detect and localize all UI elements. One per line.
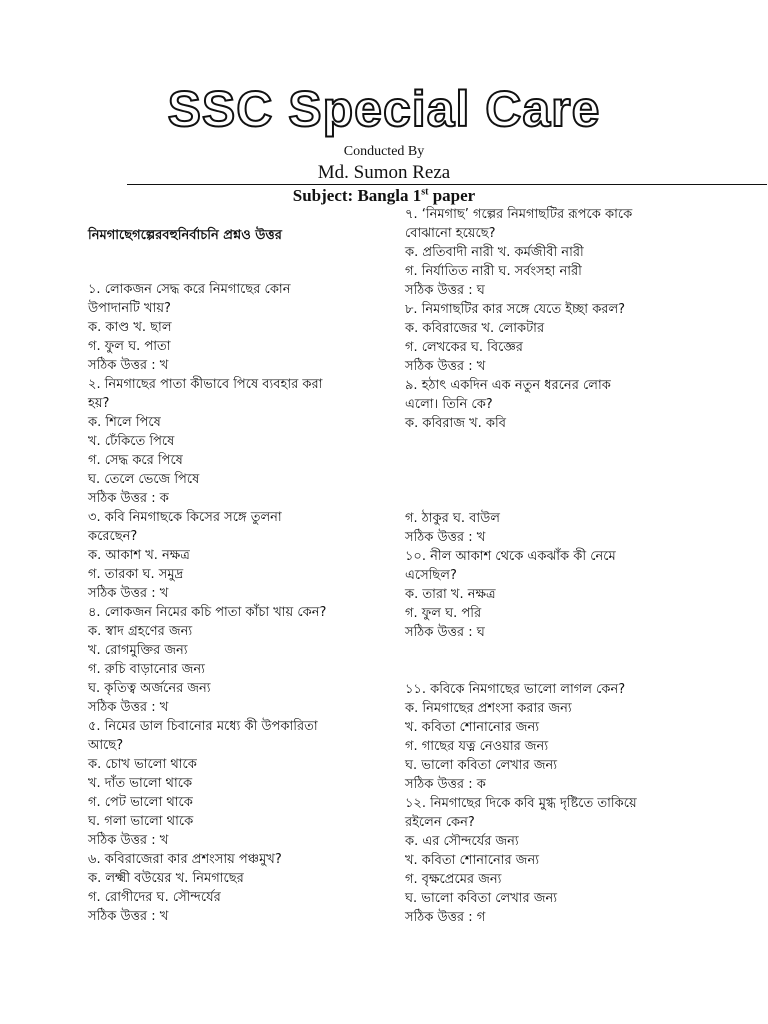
document-title: SSC Special Care bbox=[167, 81, 601, 137]
text-line: সঠিক উত্তর : খ bbox=[88, 358, 169, 373]
text-line: ১২. নিমগাছের দিকে কবি মুগ্ধ দৃষ্টিতে তাকিয়ে bbox=[405, 796, 637, 811]
text-line: খ. দাঁত ভালো থাকে bbox=[88, 776, 193, 791]
text-line: আছে? bbox=[88, 738, 124, 753]
text-line: সঠিক উত্তর : খ bbox=[88, 700, 169, 715]
text-line: ৬. কবিরাজেরা কার প্রশংসায় পঞ্চমুখ? bbox=[88, 852, 282, 867]
section-heading: নিমগাছেগল্পেরবহুনির্বাচনি প্রশ্নও উত্তর bbox=[88, 228, 282, 243]
right-column bbox=[405, 205, 705, 927]
text-line: গ. তারকা ঘ. সমুদ্র bbox=[88, 567, 184, 582]
text-line: ১১. কবিকে নিমগাছের ভালো লাগল কেন? bbox=[405, 682, 626, 697]
text-line: রইলেন কেন? bbox=[405, 815, 475, 830]
text-line: গ. সেদ্ধ করে পিষে bbox=[88, 453, 183, 468]
text-line: ক. শিলে পিষে bbox=[88, 415, 161, 430]
text-line: সঠিক উত্তর : ঘ bbox=[405, 283, 485, 298]
text-line: খ. কবিতা শোনানোর জন্য bbox=[405, 853, 539, 868]
text-line: ঘ. ভালো কবিতা লেখার জন্য bbox=[405, 758, 557, 773]
text-line: হয়? bbox=[88, 396, 110, 411]
text-line: ঘ. ভালো কবিতা লেখার জন্য bbox=[405, 891, 557, 906]
left-column bbox=[88, 280, 378, 926]
text-line: খ. রোগমুক্তির জন্য bbox=[88, 643, 188, 658]
text-line: গ. লেখকের ঘ. বিজ্ঞের bbox=[405, 340, 523, 355]
right-column-block-a bbox=[405, 205, 705, 433]
text-line: ৮. নিমগাছটির কার সঙ্গে যেতে ইচ্ছা করল? bbox=[405, 302, 626, 317]
text-line: সঠিক উত্তর : খ bbox=[405, 359, 486, 374]
text-line: ক. কবিরাজ খ. কবি bbox=[405, 416, 506, 431]
text-line: করেছেন? bbox=[88, 529, 138, 544]
text-line: খ. কবিতা শোনানোর জন্য bbox=[405, 720, 539, 735]
text-line: ১০. নীল আকাশ থেকে একঝাঁক কী নেমে bbox=[405, 549, 616, 564]
text-line: গ. পেট ভালো থাকে bbox=[88, 795, 193, 810]
subject-superscript: st bbox=[421, 186, 429, 198]
text-line: সঠিক উত্তর : খ bbox=[88, 909, 169, 924]
text-line: ২. নিমগাছের পাতা কীভাবে পিষে ব্যবহার করা bbox=[88, 377, 323, 392]
text-line: গ. ঠাকুর ঘ. বাউল bbox=[405, 511, 500, 526]
text-line: ১. লোকজন সেদ্ধ করে নিমগাছের কোন bbox=[88, 282, 291, 297]
text-line: সঠিক উত্তর : গ bbox=[405, 910, 486, 925]
author-name: Md. Sumon Reza bbox=[317, 162, 451, 183]
text-line: ঘ. তেলে ভেজে পিষে bbox=[88, 472, 200, 487]
text-line: ক. এর সৌন্দর্যের জন্য bbox=[405, 834, 519, 849]
text-line: গ. নির্যাতিত নারী ঘ. সর্বংসহা নারী bbox=[405, 264, 582, 279]
right-column-block-c bbox=[405, 680, 705, 927]
text-line: ক. প্রতিবাদী নারী খ. কর্মজীবী নারী bbox=[405, 245, 584, 260]
text-line: ঘ. গলা ভালো থাকে bbox=[88, 814, 194, 829]
text-line: ক. চোখ ভালো থাকে bbox=[88, 757, 197, 772]
right-column-gap bbox=[405, 433, 705, 509]
text-line: ক. লক্ষ্মী বউয়ের খ. নিমগাছের bbox=[88, 871, 244, 886]
text-line: ৪. লোকজন নিমের কচি পাতা কাঁচা খায় কেন? bbox=[88, 605, 327, 620]
text-line: সঠিক উত্তর : ক bbox=[405, 777, 486, 792]
text-line: এসেছিল? bbox=[405, 568, 457, 583]
text-line: সঠিক উত্তর : খ bbox=[88, 833, 169, 848]
text-line: গ. গাছের যত্ন নেওয়ার জন্য bbox=[405, 739, 549, 754]
text-line: গ. ফুল ঘ. পাতা bbox=[88, 339, 171, 354]
right-column-block-b bbox=[405, 509, 705, 642]
text-line: উপাদানটি খায়? bbox=[88, 301, 171, 316]
subject-line bbox=[0, 186, 768, 206]
text-line: গ. ফুল ঘ. পরি bbox=[405, 606, 482, 621]
conducted-by-label: Conducted By bbox=[343, 144, 425, 159]
text-line: ক. আকাশ খ. নক্ষত্র bbox=[88, 548, 190, 563]
text-line: ৯. হঠাৎ একদিন এক নতুন ধরনের লোক bbox=[405, 378, 611, 393]
text-line: বোঝানো হয়েছে? bbox=[405, 226, 496, 241]
header-rule bbox=[127, 184, 767, 185]
text-line: সঠিক উত্তর : খ bbox=[405, 530, 486, 545]
text-line: গ. রুচি বাড়ানোর জন্য bbox=[88, 662, 205, 677]
subject-prefix: Subject: Bangla 1 bbox=[292, 186, 422, 205]
text-line: গ. রোগীদের ঘ. সৌন্দর্যের bbox=[88, 890, 221, 905]
right-column-gap bbox=[405, 642, 705, 680]
text-line: ঘ. কৃতিত্ব অর্জনের জন্য bbox=[88, 681, 211, 696]
text-line: ৫. নিমের ডাল চিবানোর মধ্যে কী উপকারিতা bbox=[88, 719, 318, 734]
text-line: সঠিক উত্তর : ক bbox=[88, 491, 169, 506]
text-line: সঠিক উত্তর : ঘ bbox=[405, 625, 485, 640]
text-line: সঠিক উত্তর : খ bbox=[88, 586, 169, 601]
subject-suffix: paper bbox=[428, 186, 476, 205]
text-line: এলো। তিনি কে? bbox=[405, 397, 493, 412]
text-line: ক. স্বাদ গ্রহণের জন্য bbox=[88, 624, 193, 639]
text-line: ক. কবিরাজের খ. লোকটার bbox=[405, 321, 545, 336]
text-line: ৭. ‘নিমগাছ’ গল্পের নিমগাছটির রূপকে কাকে bbox=[405, 207, 633, 222]
text-line: ৩. কবি নিমগাছকে কিসের সঙ্গে তুলনা bbox=[88, 510, 282, 525]
text-line: ক. তারা খ. নক্ষত্র bbox=[405, 587, 496, 602]
text-line: গ. বৃক্ষপ্রেমের জন্য bbox=[405, 872, 502, 887]
text-line: ক. কাণ্ড খ. ছাল bbox=[88, 320, 172, 335]
text-line: খ. ঢেঁকিতে পিষে bbox=[88, 434, 175, 449]
text-line: ক. নিমগাছের প্রশংসা করার জন্য bbox=[405, 701, 572, 716]
